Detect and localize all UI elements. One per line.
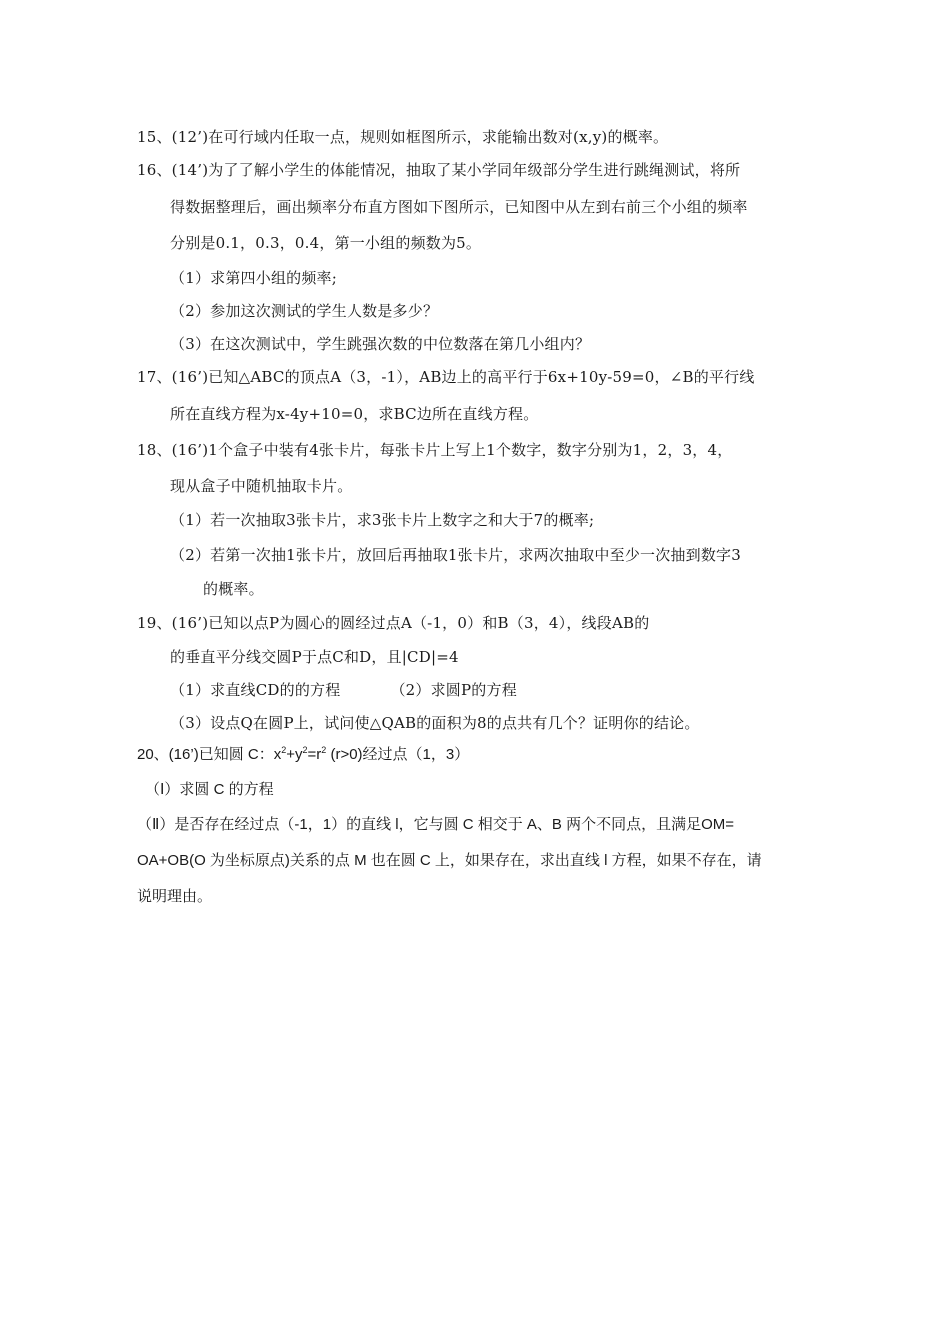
question-18-sub-1: （1）若一次抽取3张卡片，求3张卡片上数字之和大于7的概率; xyxy=(170,511,595,529)
question-19-sub-3: （3）设点Q在圆P上，试问使△QAB的面积为8的点共有几个？证明你的结论。 xyxy=(170,714,700,732)
question-18-line-1: 18、(16’)1个盒子中装有4张卡片，每张卡片上写上1个数字，数字分别为1，2，3，4， xyxy=(137,441,733,459)
question-18-sub-2-line-2: 的概率。 xyxy=(203,580,264,598)
question-16-line-1: 16、(14’)为了了解小学生的体能情况，抽取了某小学同年级部分学生进行跳绳测试，将所 xyxy=(137,161,741,179)
question-20-part-2-line-3: 说明理由。 xyxy=(137,888,213,905)
question-20-suffix: (r>0)经过点（1，3） xyxy=(326,746,470,763)
question-18-line-2: 现从盒子中随机抽取卡片。 xyxy=(170,477,353,495)
question-19-line-2: 的垂直平分线交圆P于点C和D，且|CD|=4 xyxy=(170,648,459,666)
question-19-line-1: 19、(16’)已知以点P为圆心的圆经过点A（-1，0）和B（3，4），线段AB的 xyxy=(137,614,650,632)
question-19-sub-1: （1）求直线CD的的方程 xyxy=(170,681,341,699)
question-20-sup-3: 2 xyxy=(321,745,327,755)
question-15-line-1: 15、(12’)在可行域内任取一点，规则如框图所示，求能输出数对(x,y)的概率。 xyxy=(137,128,669,146)
question-16-sub-3: （3）在这次测试中，学生跳强次数的中位数落在第几小组内？ xyxy=(170,335,591,353)
question-17-line-1: 17、(16’)已知△ABC的顶点A（3，-1），AB边上的高平行于6x+10y-59=0，∠B的平行线 xyxy=(137,368,755,386)
question-16-sub-1: （1）求第四小组的频率; xyxy=(170,269,337,287)
question-16-line-2: 得数据整理后，画出频率分布直方图如下图所示，已知图中从左到右前三个小组的频率 xyxy=(170,198,748,216)
question-20-part-2-line-1: （Ⅱ）是否存在经过点（-1，1）的直线 l，它与圆 C 相交于 A、B 两个不同点，且满足OM= xyxy=(137,816,735,833)
question-20-prefix: 20、(16’)已知圆 C：x xyxy=(137,746,282,763)
question-20-part-2-line-2: OA+OB(O 为坐标原点)关系的点 M 也在圆 C 上，如果存在，求出直线 l 方程，如果不存在，请 xyxy=(137,852,762,869)
question-20-mid-1: +y xyxy=(286,746,303,763)
question-16-line-3: 分别是0.1，0.3，0.4，第一小组的频数为5。 xyxy=(170,234,482,252)
question-19-sub-2: （2）求圆P的方程 xyxy=(390,681,517,699)
question-17-line-2: 所在直线方程为x-4y+10=0，求BC边所在直线方程。 xyxy=(170,405,539,423)
question-18-sub-2-line-1: （2）若第一次抽1张卡片，放回后再抽取1张卡片，求两次抽取中至少一次抽到数字3 xyxy=(170,546,741,564)
question-20-part-1: （Ⅰ）求圆 C 的方程 xyxy=(145,781,274,798)
question-20-sup-2: 2 xyxy=(302,745,308,755)
question-20-sup-1: 2 xyxy=(281,745,287,755)
question-19-subs-row xyxy=(170,680,517,700)
question-16-sub-2: （2）参加这次测试的学生人数是多少？ xyxy=(170,302,439,320)
question-20-line-1 xyxy=(137,745,469,765)
question-20-mid-2: =r xyxy=(307,746,322,763)
